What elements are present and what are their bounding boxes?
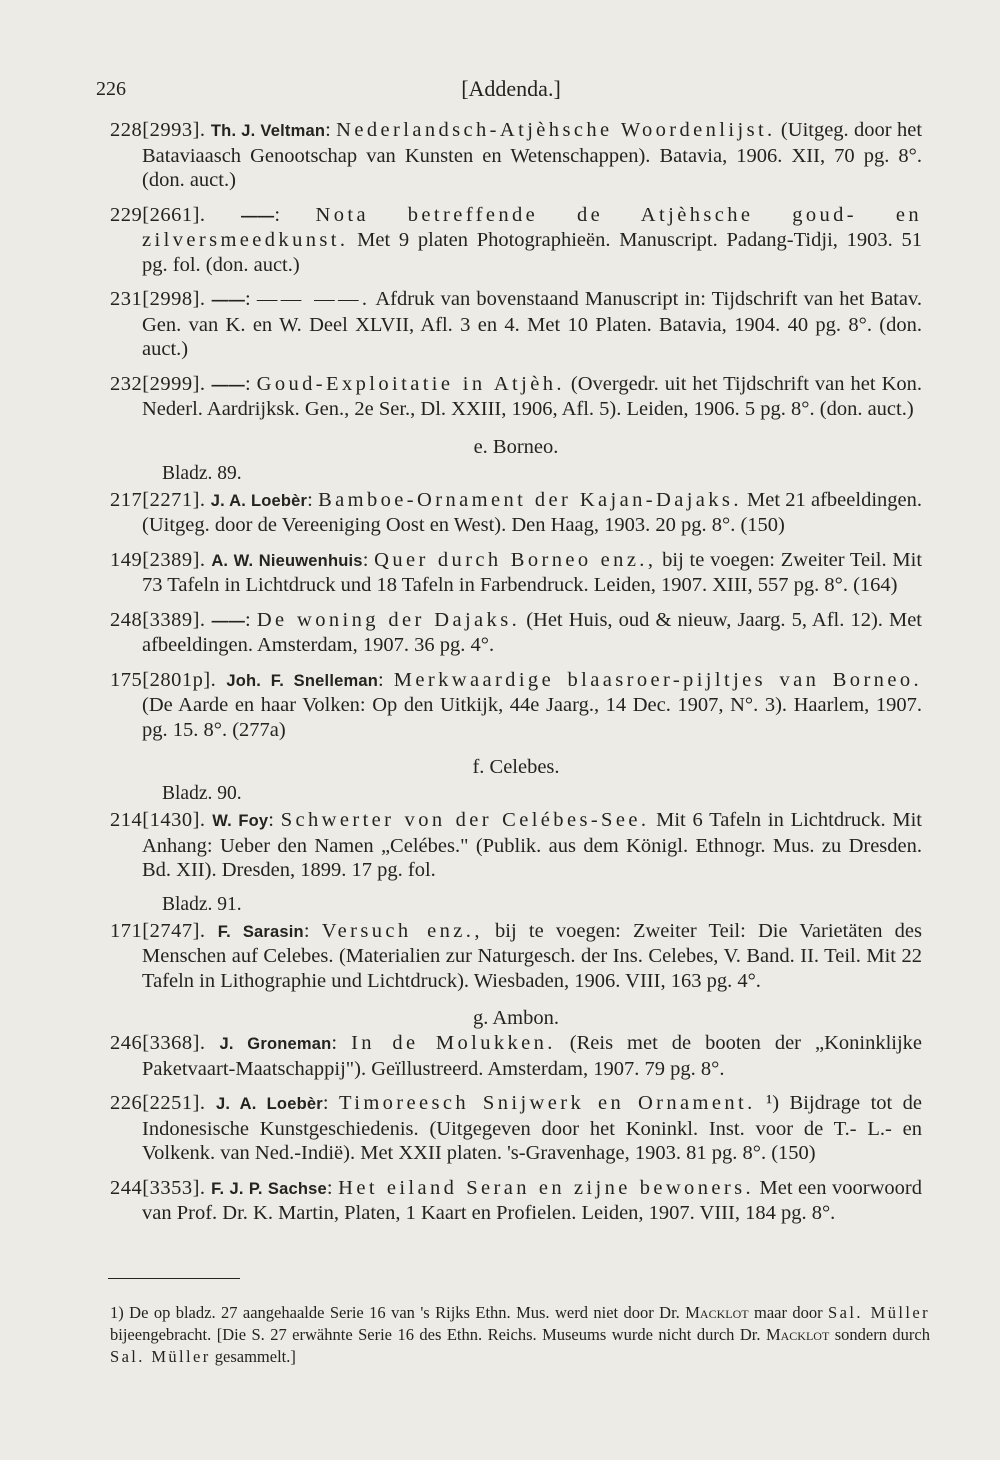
entry-details: (Uitgeg. door het Bataviaasch Genootschap van Kunsten en Wetenschappen). Batavia, 1906. XII, 70 pg. 8°. (don. auct.)	[142, 119, 923, 191]
bibliography-entry: 226[2251]. J. A. Loebèr: Timoreesch Snijwerk en Ornament. ¹) Bijdrage tot de Indonesische Kunstgeschiedenis. (Uitgegeven door het Koninkl. Inst. voor de T.- L.- en Volkenk. van Ned.-Indië). Met XXII platen. 's-Gravenhage, 1903. 81 pg. 8°. (150)	[110, 1092, 923, 1164]
entry-ref: 217[2271].	[110, 488, 206, 511]
entry-author: J. A. Loebèr	[215, 1095, 323, 1113]
entry-author: J. Groneman	[219, 1035, 332, 1053]
footnote-text: 1) De op bladz. 27 aangehaalde Serie 16 van 's Rijks Ethn. Mus. werd niet door Dr.	[110, 1303, 686, 1322]
entry-details: (Reis met de booten der „Koninklijke Paketvaart-Maatschappij"). Geïllustreerd. Amsterdam, 1907. 79 pg. 8°.	[142, 1032, 923, 1080]
entry-title: Schwerter von der Celébes-See.	[280, 809, 650, 831]
entry-title: In de Molukken.	[351, 1032, 556, 1054]
bibliography-entry: 229[2661]. ——: Nota betreffende de Atjèhsche goud- en zilversmeedkunst. Met 9 platen Photographieën. Manuscript. Padang-Tidji, 1903. 51 pg. fol. (don. auct.)	[110, 203, 922, 276]
entry-ref: 244[3353].	[110, 1176, 206, 1199]
page-reference: Bladz. 89.	[162, 462, 242, 484]
entry-author: ——	[211, 611, 246, 630]
entry-title: Quer durch Borneo enz.,	[374, 548, 657, 571]
page-reference: Bladz. 90.	[162, 783, 242, 804]
entry-author: J. A. Loebèr	[210, 491, 308, 510]
footnote-text: maar door	[748, 1303, 829, 1322]
entry-ref: 214[1430].	[110, 809, 206, 831]
entry-author: F. Sarasin	[217, 922, 304, 941]
footnote-rule	[108, 1278, 240, 1279]
entry-title: Merkwaardige blaasroer-pijltjes van Borneo.	[393, 668, 923, 691]
entry-ref: 248[3389].	[110, 608, 206, 631]
entry-author: Th. J. Veltman	[210, 122, 326, 140]
bibliography-entry: 248[3389]. ——: De woning der Dajaks. (Het Huis, oud & nieuw, Jaarg. 5, Afl. 12). Met afbeeldingen. Amsterdam, 1907. 36 pg. 4°.	[110, 608, 923, 656]
page-number: 226	[96, 78, 126, 100]
bibliography-entry: 228[2993]. Th. J. Veltman: Nederlandsch-Atjèhsche Woordenlijst. (Uitgeg. door het Bataviaasch Genootschap van Kunsten en Wetenschappen). Batavia, 1906. XII, 70 pg. 8°. (don. auct.)	[110, 119, 923, 191]
entry-ref: 226[2251].	[110, 1092, 206, 1114]
entry-author: ——	[240, 206, 275, 225]
entry-ref: 246[3368].	[110, 1032, 206, 1054]
entry-details: bij te voegen: Zweiter Teil. Mit 73 Tafeln in Lichtdruck und 18 Tafeln in Farbendruck. Leiden, 1907. XIII, 557 pg. 8°. (164)	[142, 548, 923, 596]
entry-details: bij te voegen: Zweiter Teil: Die Varietäten des Menschen auf Celebes. (Materialien zur Naturgesch. der Ins. Celebes, V. Band. II. Teil. Mit 22 Tafeln in Lithographie und Lichtdruck). Wiesbaden, 1906. VIII, 163 pg. 4°.	[142, 919, 923, 992]
entry-author: ——	[211, 375, 245, 394]
entry-details: Met een voorwoord van Prof. Dr. K. Martin, Platen, 1 Kaart en Profielen. Leiden, 1907. VIII, 184 pg. 8°.	[142, 1176, 922, 1224]
bibliography-entry: 149[2389]. A. W. Nieuwenhuis: Quer durch Borneo enz., bij te voegen: Zweiter Teil. Mit 73 Tafeln in Lichtdruck und 18 Tafeln in Farbendruck. Leiden, 1907. XIII, 557 pg. 8°. (164)	[110, 548, 923, 596]
entry-details: (Overgedr. uit het Tijdschrift van het Kon. Nederl. Aardrijksk. Gen., 2e Ser., Dl. XXIII, 1906, Afl. 5). Leiden, 1906. 5 pg. 8°. (don. auct.)	[142, 372, 922, 420]
page-header	[96, 72, 926, 112]
entry-author: W. Foy	[212, 812, 269, 830]
footnote-name: Macklot	[765, 1325, 830, 1344]
bibliography-entry: 175[2801p]. Joh. F. Snelleman: Merkwaardige blaasroer-pijltjes van Borneo. (De Aarde en haar Volken: Op den Uitkijk, 44e Jaarg., 14 Dec. 1907, N°. 3). Haarlem, 1907. pg. 15. 8°. (277a)	[110, 668, 923, 741]
footnote-text: sondern durch	[829, 1325, 930, 1344]
entry-author: ——	[211, 291, 246, 309]
entry-title: —— ——.	[256, 288, 371, 310]
entry-author: Joh. F. Snelleman	[226, 671, 379, 690]
entry-title: Goud-Exploitatie in Atjèh.	[256, 372, 565, 395]
entry-title: De woning der Dajaks.	[256, 608, 521, 631]
footnote	[110, 1302, 930, 1368]
entry-details: Met 9 platen Photographieën. Manuscript. Padang-Tidji, 1903. 51 pg. fol. (don. auct.)	[142, 229, 922, 276]
bibliography-entry: 244[3353]. F. J. P. Sachse: Het eiland Seran en zijne bewoners. Met een voorwoord van Prof. Dr. K. Martin, Platen, 1 Kaart en Profielen. Leiden, 1907. VIII, 184 pg. 8°.	[110, 1176, 922, 1224]
entry-ref: 175[2801p].	[110, 668, 217, 691]
entry-details: Met 21 afbeeldingen. (Uitgeg. door de Vereeniging Oost en West). Den Haag, 1903. 20 pg. 8°. (150)	[142, 488, 923, 536]
entry-ref: 228[2993].	[110, 119, 206, 141]
entry-details: (Het Huis, oud & nieuw, Jaarg. 5, Afl. 12). Met afbeeldingen. Amsterdam, 1907. 36 pg. 4°.	[142, 608, 923, 656]
bibliography-entry: 246[3368]. J. Groneman: In de Molukken. (Reis met de booten der „Koninklijke Paketvaart-Maatschappij"). Geïllustreerd. Amsterdam, 1907. 79 pg. 8°.	[110, 1032, 923, 1080]
bibliography-entry: 231[2998]. ——: —— ——. Afdruk van bovenstaand Manuscript in: Tijdschrift van het Batav. Gen. van K. en W. Deel XLVII, Afl. 3 en 4. Met 10 Platen. Batavia, 1904. 40 pg. 8°. (don. auct.)	[110, 288, 923, 360]
entry-details: Mit 6 Tafeln in Lichtdruck. Mit Anhang: Ueber den Namen „Celébes." (Publik. aus dem Königl. Ethnogr. Mus. zu Dresden. Bd. XII). Dresden, 1899. 17 pg. fol.	[142, 809, 922, 881]
footnote-name: Sal. Müller	[828, 1303, 930, 1322]
bibliography-body	[110, 118, 922, 1236]
entry-ref: 171[2747].	[110, 919, 206, 942]
entry-details: (De Aarde en haar Volken: Op den Uitkijk, 44e Jaarg., 14 Dec. 1907, N°. 3). Haarlem, 1907. pg. 15. 8°. (277a)	[142, 694, 922, 741]
footnote-text: gesammelt.]	[210, 1347, 296, 1366]
footnote-name: Macklot	[685, 1303, 749, 1322]
bibliography-entry: 214[1430]. W. Foy: Schwerter von der Celébes-See. Mit 6 Tafeln in Lichtdruck. Mit Anhang: Ueber den Namen „Celébes." (Publik. aus dem Königl. Ethnogr. Mus. zu Dresden. Bd. XII). Dresden, 1899. 17 pg. fol.	[110, 809, 922, 881]
footnote-name: Sal. Müller	[110, 1347, 211, 1366]
entry-title: Bamboe-Ornament der Kajan-Dajaks.	[318, 488, 742, 511]
footnote-text: bijeengebracht. [Die S. 27 erwähnte Serie 16 des Ethn. Reichs. Museums wurde nicht durch Dr.	[110, 1325, 766, 1344]
running-head: [Addenda.]	[461, 76, 561, 101]
entry-title: Nederlandsch-Atjèhsche Woordenlijst.	[336, 119, 776, 141]
entry-ref: 229[2661].	[110, 203, 206, 226]
entry-ref: 231[2998].	[110, 288, 206, 310]
entry-title: Het eiland Seran en zijne bewoners.	[338, 1176, 754, 1199]
bibliography-entry: 217[2271]. J. A. Loebèr: Bamboe-Ornament der Kajan-Dajaks. Met 21 afbeeldingen. (Uitgeg. door de Vereeniging Oost en West). Den Haag, 1903. 20 pg. 8°. (150)	[110, 488, 923, 536]
entry-ref: 149[2389].	[110, 548, 206, 571]
entry-ref: 232[2999].	[110, 372, 206, 395]
entry-details: Afdruk van bovenstaand Manuscript in: Tijdschrift van het Batav. Gen. van K. en W. Deel XLVII, Afl. 3 en 4. Met 10 Platen. Batavia, 1904. 40 pg. 8°. (don. auct.)	[142, 288, 923, 360]
page-reference: Bladz. 91.	[162, 893, 242, 915]
entry-details: ¹) Bijdrage tot de Indonesische Kunstgeschiedenis. (Uitgegeven door het Koninkl. Inst. voor de T.- L.- en Volkenk. van Ned.-Indië). Met XXII platen. 's-Gravenhage, 1903. 81 pg. 8°. (150)	[142, 1092, 923, 1164]
section-heading: g. Ambon.	[473, 1007, 559, 1029]
entry-title: Nota betreffende de Atjèhsche goud- en zilversmeedkunst.	[142, 203, 922, 251]
bibliography-entry: 232[2999]. ——: Goud-Exploitatie in Atjèh. (Overgedr. uit het Tijdschrift van het Kon. Nederl. Aardrijksk. Gen., 2e Ser., Dl. XXIII, 1906, Afl. 5). Leiden, 1906. 5 pg. 8°. (don. auct.)	[110, 372, 922, 420]
section-heading: e. Borneo.	[473, 435, 559, 458]
bibliography-entry: 171[2747]. F. Sarasin: Versuch enz., bij te voegen: Zweiter Teil: Die Varietäten des Menschen auf Celebes. (Materialien zur Naturgesch. der Ins. Celebes, V. Band. II. Teil. Mit 22 Tafeln in Lithographie und Lichtdruck). Wiesbaden, 1906. VIII, 163 pg. 4°.	[110, 919, 923, 992]
entry-title: Versuch enz.,	[321, 919, 483, 942]
entry-author: F. J. P. Sachse	[211, 1179, 327, 1198]
section-heading: f. Celebes.	[472, 756, 560, 778]
entry-author: A. W. Nieuwenhuis	[211, 551, 363, 570]
entry-title: Timoreesch Snijwerk en Ornament.	[339, 1092, 756, 1114]
